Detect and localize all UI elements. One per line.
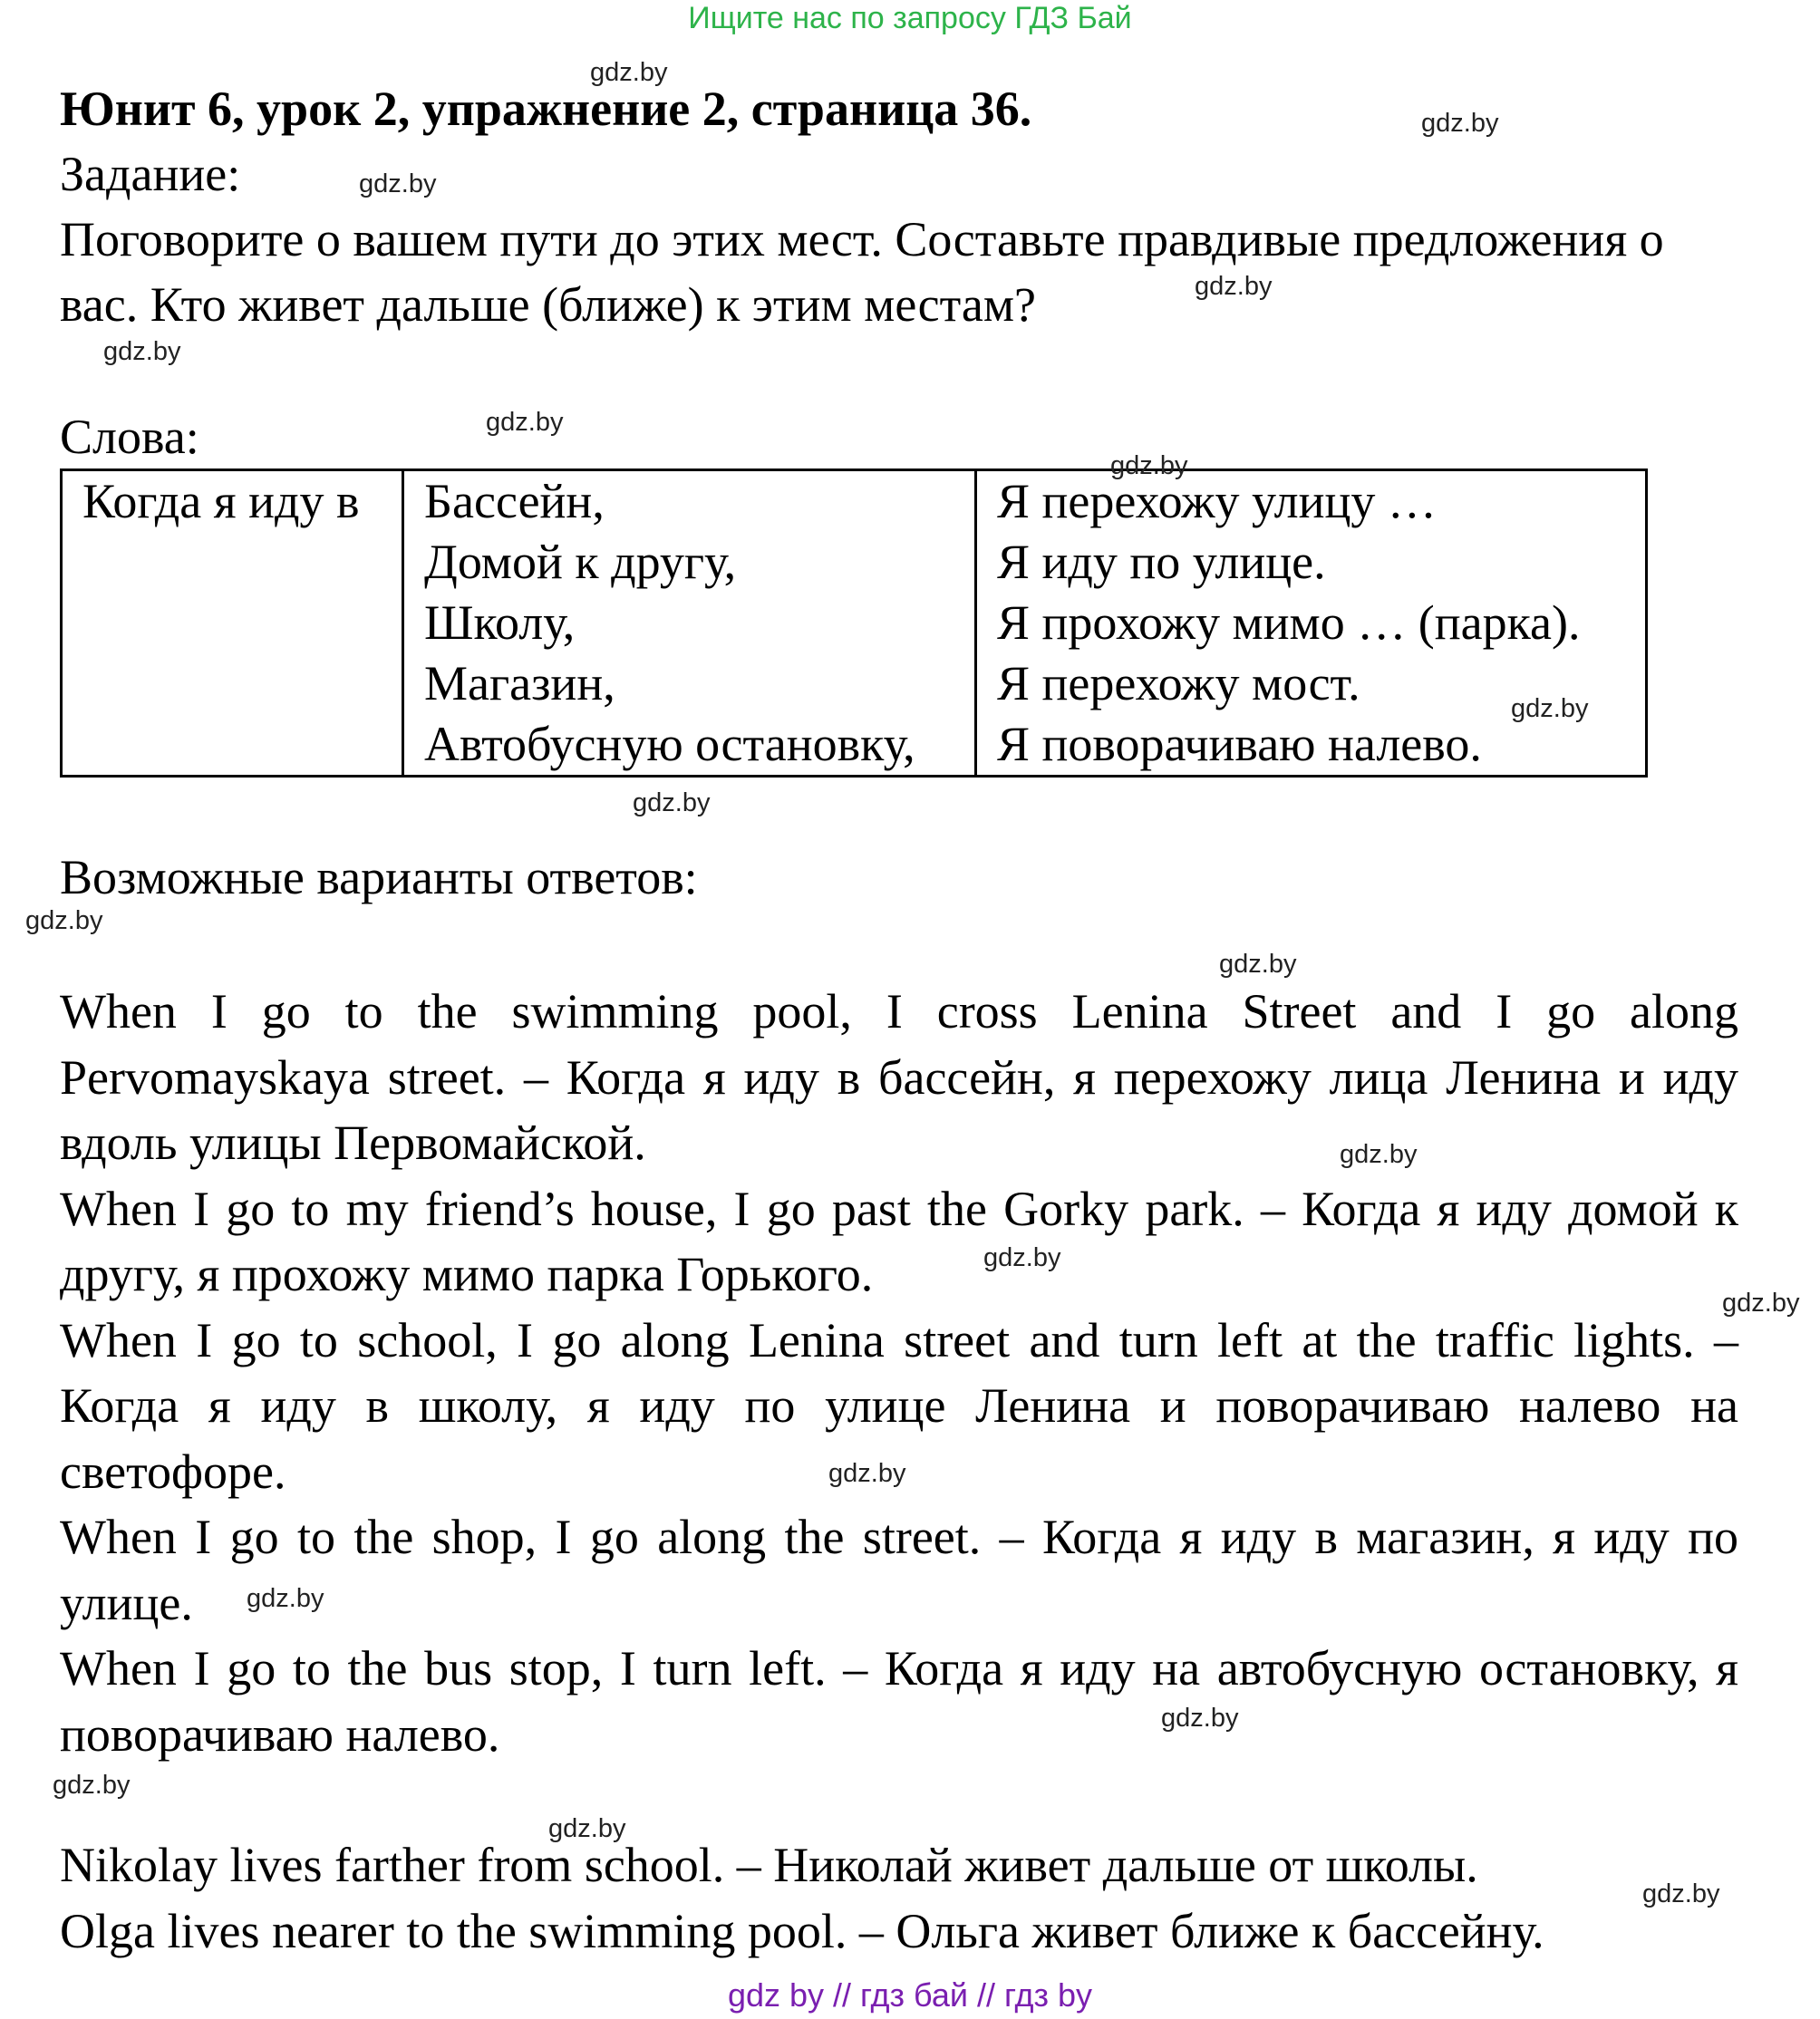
comparison-list: [60, 1832, 1738, 1964]
table-cell-places: [403, 470, 976, 777]
action-item: Я перехожу улицу …: [997, 474, 1437, 528]
watermark: gdz.by: [983, 1243, 1061, 1272]
watermark: gdz.by: [247, 1584, 324, 1613]
answer-item: When I go to school, I go along Lenina street and turn left at the traffic lights. – Когда я иду в школу, я иду по улице Ленина и поворачиваю налево на светофоре.: [60, 1312, 1738, 1499]
action-item: Я иду по улице.: [997, 535, 1326, 589]
place-item: Домой к другу,: [424, 535, 737, 589]
watermark: gdz.by: [359, 169, 437, 198]
answer-item: When I go to the shop, I go along the street. – Когда я иду в магазин, я иду по улице.: [60, 1510, 1738, 1630]
top-banner: Ищите нас по запросу ГДЗ Бай: [688, 1, 1132, 35]
watermark: gdz.by: [1340, 1140, 1418, 1169]
watermark: gdz.by: [1110, 451, 1188, 480]
action-item: Я прохожу мимо … (парка).: [997, 595, 1581, 650]
page-title: Юнит 6, урок 2, упражнение 2, страница 36.: [60, 82, 1032, 136]
watermark: gdz.by: [1642, 1879, 1720, 1908]
watermark: gdz.by: [633, 788, 711, 817]
table-cell-actions: [976, 470, 1647, 777]
answer-item: When I go to my friend’s house, I go past the Gorky park. – Когда я иду домой к другу, я прохожу мимо парка Горького.: [60, 1181, 1738, 1301]
comparison-item: Olga lives nearer to the swimming pool. – Ольга живет ближе к бассейну.: [60, 1903, 1544, 1958]
watermark: gdz.by: [1219, 950, 1297, 979]
place-item: Автобусную остановку,: [424, 717, 915, 771]
table-row: [62, 470, 1647, 777]
answer-item: When I go to the swimming pool, I cross Lenina Street and I go along Pervomayskaya street. – Когда я иду в бассейн, я перехожу лица Ленина и иду вдоль улицы Первомайской.: [60, 984, 1738, 1170]
task-text: Поговорите о вашем пути до этих мест. Составьте правдивые предложения о вас. Кто живет дальше (ближе) к этим местам?: [60, 212, 1664, 332]
task-label: Задание:: [60, 147, 241, 201]
watermark: gdz.by: [1722, 1289, 1800, 1318]
watermark: gdz.by: [486, 408, 564, 437]
watermark: gdz.by: [1421, 109, 1499, 138]
place-item: Магазин,: [424, 656, 615, 710]
bottom-banner: gdz by // гдз бай // гдз by: [727, 1976, 1093, 2014]
watermark: gdz.by: [25, 906, 103, 935]
place-item: Школу,: [424, 595, 576, 650]
watermark: gdz.by: [1511, 694, 1589, 723]
watermark: gdz.by: [590, 58, 668, 87]
place-item: Бассейн,: [424, 474, 605, 528]
words-label: Слова:: [60, 410, 199, 464]
watermark: gdz.by: [53, 1771, 131, 1800]
answers-label: Возможные варианты ответов:: [60, 850, 698, 904]
answers-list: [60, 979, 1738, 1767]
action-item: Я поворачиваю налево.: [997, 717, 1482, 771]
answer-item: When I go to the bus stop, I turn left. – Когда я иду на автобусную остановку, я поворачиваю налево.: [60, 1641, 1738, 1762]
phrase-text: Когда я иду в: [82, 474, 360, 528]
watermark: gdz.by: [828, 1459, 906, 1488]
action-item: Я перехожу мост.: [997, 656, 1360, 710]
watermark: gdz.by: [103, 337, 181, 366]
watermark: gdz.by: [1161, 1704, 1239, 1733]
watermark: gdz.by: [1195, 272, 1273, 301]
comparison-item: Nikolay lives farther from school. – Николай живет дальше от школы.: [60, 1838, 1478, 1892]
words-table: [60, 469, 1648, 778]
watermark: gdz.by: [548, 1814, 626, 1843]
table-cell-phrase: [62, 470, 403, 777]
